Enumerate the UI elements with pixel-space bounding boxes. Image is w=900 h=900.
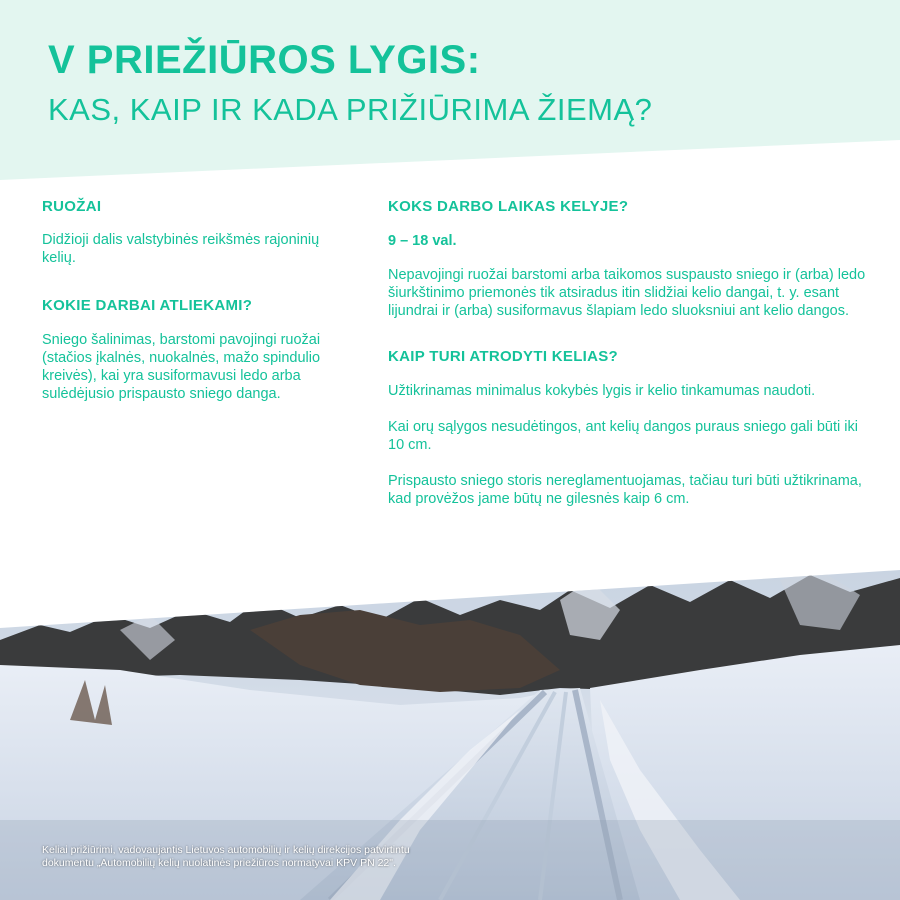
road-look-paragraph-3: Prispausto sniego storis nereglamentuojamas, tačiau turi būti užtikrinama, kad provėžos jame būtų ne gilesnės kaip 6 cm.: [388, 473, 862, 507]
footnote-line-1: Keliai prižiūrimi, vadovaujantis Lietuvos automobilių ir kelių direkcijos patvirtintu: [42, 844, 410, 856]
section-text-segments: Didžioji dalis valstybinės reikšmės rajoninių kelių.: [42, 232, 320, 266]
footnote-line-2: dokumentu „Automobilių kelių nuolatinės priežiūros normatyvai KPV PN 22".: [42, 857, 396, 869]
header-background: [0, 0, 900, 180]
footnote: [42, 844, 602, 870]
section-heading-segments: RUOŽAI: [42, 198, 102, 215]
page-subtitle: KAS, KAIP IR KADA PRIŽIŪRIMA ŽIEMĄ?: [48, 92, 653, 127]
right-column: [388, 198, 868, 508]
road-look-paragraph-1: Užtikrinamas minimalus kokybės lygis ir kelio tinkamumas naudoti.: [388, 383, 816, 399]
road-look-paragraph-2: Kai orų sąlygos nesudėtingos, ant kelių dangos puraus sniego gali būti iki 10 cm.: [388, 419, 858, 453]
page-title: V PRIEŽIŪROS LYGIS:: [48, 38, 481, 82]
left-column: [42, 198, 332, 403]
work-hours: 9 – 18 val.: [388, 233, 457, 249]
section-text-work-time: Nepavojingi ruožai barstomi arba taikomos suspausto sniego ir (arba) ledo šiurkštinimo priemonės tik atsiradus itin slidžiai kelio dangai, t. y. esant lijundrai ir (arba) susiformavus šlapiam ledo sluoksniui ant kelio dangos.: [388, 267, 866, 319]
section-heading-work-time: KOKS DARBO LAIKAS KELYJE?: [388, 198, 629, 215]
section-heading-road-look: KAIP TURI ATRODYTI KELIAS?: [388, 348, 619, 365]
section-text-works: Sniego šalinimas, barstomi pavojingi ruožai (stačios įkalnės, nuokalnės, mažo spindulio kreivės), kai yra susiformavusi ledo arba sulėdėjusio prispausto sniego danga.: [42, 332, 321, 402]
section-heading-works: KOKIE DARBAI ATLIEKAMI?: [42, 297, 253, 314]
